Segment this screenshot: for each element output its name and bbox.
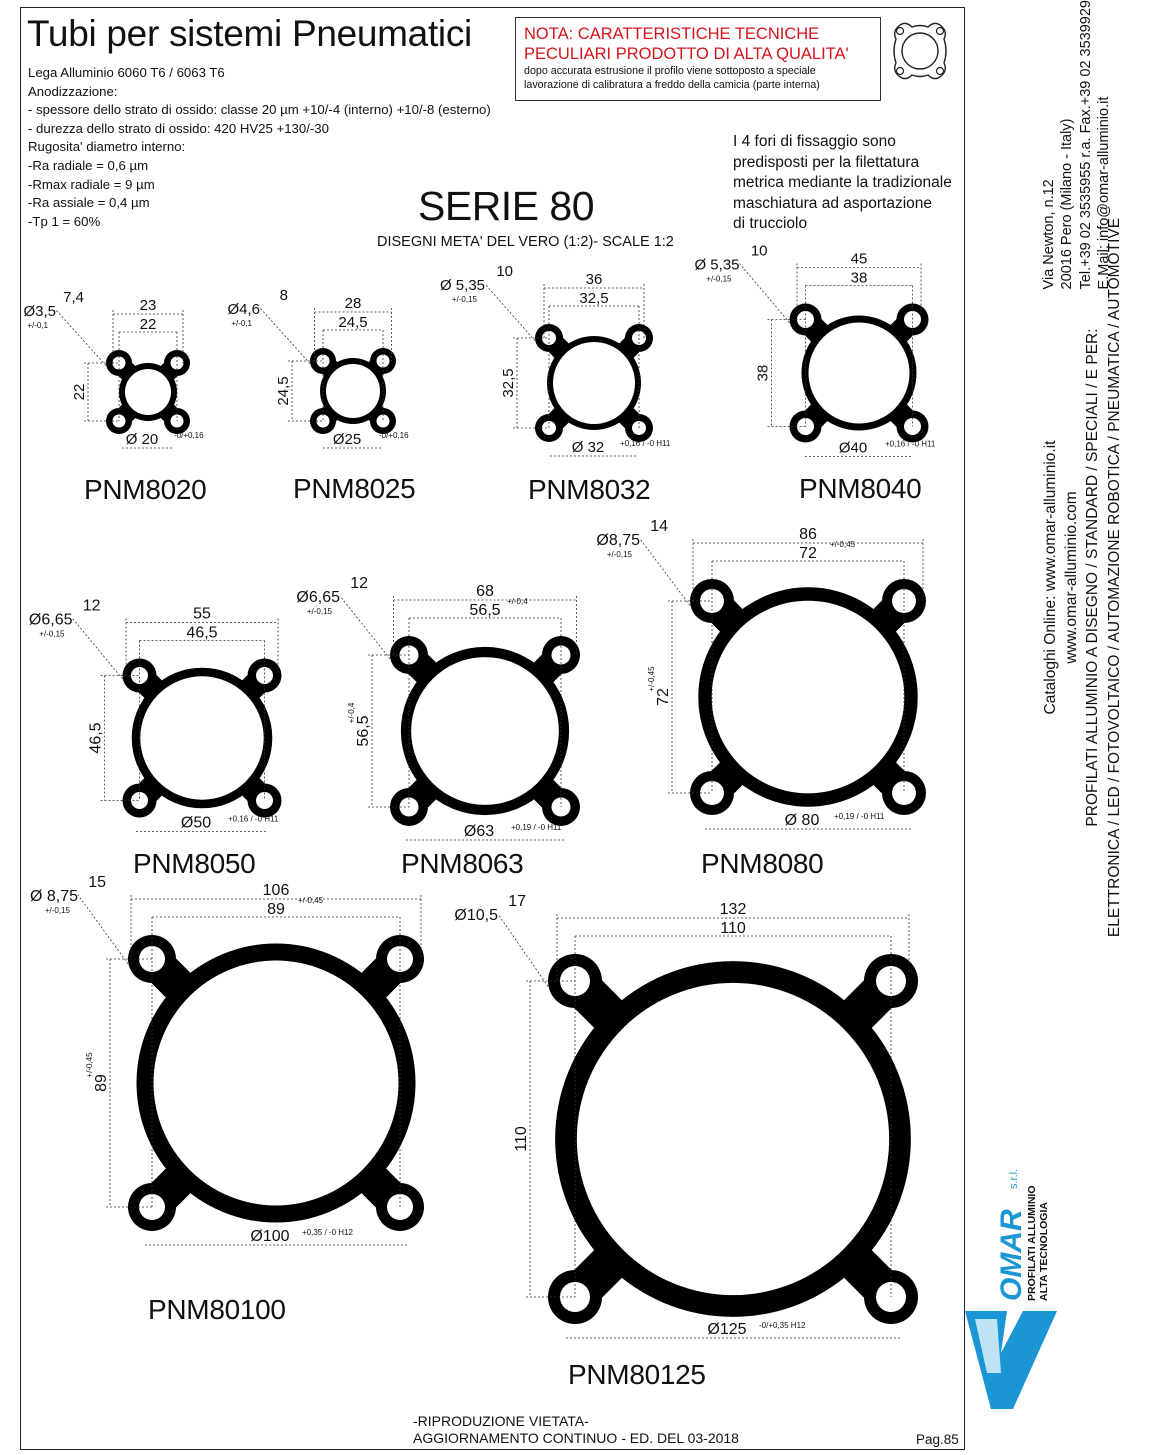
footer (413, 1413, 739, 1446)
note-body-line: lavorazione di calibratura a freddo della camicia (parte interna) (524, 78, 820, 91)
dimension-tolerance: +/-0,1 (231, 319, 252, 328)
fixing-hole (113, 357, 126, 370)
fixing-hole (700, 781, 724, 805)
dimension-ear: 17 (508, 893, 526, 910)
page-number: Pag.85 (916, 1432, 959, 1447)
dimension-pitch: 72 (799, 545, 817, 562)
logo-name: OMAR (995, 1209, 1028, 1301)
dimension-ear: 8 (279, 287, 288, 304)
fixing-note-line: di trucciolo (733, 215, 808, 232)
dimension-side: 22 (71, 383, 88, 401)
fixing-hole (317, 415, 330, 428)
spec-line: -Ra assiale = 0,4 µm (28, 195, 150, 211)
profile-drawing (296, 575, 580, 840)
dimension-ear: 10 (750, 242, 768, 260)
dimension-hole: Ø4,6 (227, 301, 260, 318)
fixing-note-line: metrica mediante la tradizionale (733, 174, 952, 191)
dimension-pitch: 46,5 (186, 624, 218, 642)
logo-tagline: PROFILATI ALLUMINIO (1026, 1185, 1038, 1301)
dimension-bore: Ø 80 (784, 812, 820, 829)
dimension-ear: 15 (88, 874, 106, 891)
tube-bore (326, 364, 380, 418)
dimension-bore: Ø50 (180, 814, 212, 832)
dimension-tolerance: -0/+0,35 H12 (759, 1321, 806, 1330)
dimension-hole: Ø6,65 (296, 589, 340, 606)
dimension-tolerance: +/-0,45 (647, 666, 656, 692)
dimension-tolerance: +0,35 / -0 H12 (302, 1228, 353, 1237)
profile-code: PNM8025 (293, 473, 416, 504)
dimension-pitch: 56,5 (469, 602, 501, 619)
dimension-hole: Ø 5,35 (694, 256, 740, 274)
note-body-line: dopo accurata estrusione il profilo viene sottoposto a speciale (524, 65, 816, 77)
dimension-side: 32,5 (500, 368, 517, 398)
address-line: 20016 Pero (Milano - Italy) (1059, 118, 1076, 290)
profile-code: PNM8032 (528, 474, 651, 505)
dimension-tolerance: -0/+0,16 (174, 431, 204, 440)
dimension-bore: Ø100 (250, 1228, 290, 1245)
fixing-note-line: I 4 fori di fissaggio sono (733, 133, 896, 150)
tube-bore (140, 676, 263, 799)
dimension-outer: 68 (476, 583, 494, 600)
dimension-tolerance: +0,16 / -0 H11 (228, 814, 279, 824)
phone-line: Tel.+39 02 3535955 r.a. Fax.+39 02 3539929 (1077, 0, 1094, 290)
dimension-tolerance: +/-0,4 (347, 702, 356, 724)
dimension-side: 38 (754, 364, 772, 382)
dimension-side: 72 (655, 688, 672, 706)
profile-code: PNM80125 (568, 1359, 706, 1390)
spec-line: -Tp 1 = 60% (28, 213, 101, 229)
dimension-tolerance: +/-0,15 (706, 274, 732, 284)
dimension-pitch: 32,5 (579, 290, 609, 307)
dimension-outer: 86 (799, 526, 817, 543)
tube-bore (154, 961, 399, 1206)
dimension-hole: Ø 8,75 (29, 888, 78, 905)
dimension-hole: Ø8,75 (596, 532, 640, 549)
profile-code: PNM8020 (84, 474, 207, 505)
dimension-tolerance: +/-0,15 (451, 295, 477, 304)
dimension-bore: Ø125 (707, 1321, 747, 1338)
profile-drawing (694, 243, 935, 457)
dimension-tolerance: +/-0,15 (306, 607, 332, 616)
fixing-note-line: maschiatura ad asportazione (733, 194, 933, 212)
dimension-outer: 55 (193, 605, 211, 623)
dimension-outer: 36 (585, 271, 603, 288)
profile-drawing (454, 893, 918, 1338)
dimension-outer: 28 (344, 295, 362, 312)
dimension-ear: 7,4 (63, 289, 84, 306)
dimension-tolerance: +/-0,15 (44, 906, 70, 915)
tube-bore (125, 369, 171, 415)
dimension-outer: 45 (850, 250, 868, 268)
dimension-pitch: 22 (139, 316, 157, 333)
dimension-tolerance: +/-0,4 (507, 597, 528, 606)
email-line: E.Mail: info@omar-alluminio.it (1095, 96, 1112, 290)
dimension-hole: Ø3,5 (23, 303, 56, 320)
omar-logo (961, 1033, 1061, 1413)
dimension-tolerance: +0,19 / -0 H11 (511, 823, 562, 832)
profile-drawing (29, 598, 282, 832)
page-title: Tubi per sistemi Pneumatici (27, 13, 472, 54)
profile-code: PNM8050 (133, 848, 256, 879)
fixing-hole (892, 781, 916, 805)
footer-line: AGGIORNAMENTO CONTINUO - ED. DEL 03-2018 (413, 1429, 739, 1446)
note-title-line: PECULIARI PRODOTTO DI ALTA QUALITA' (524, 45, 849, 63)
tube-bore (712, 601, 905, 794)
fixing-hole (317, 355, 330, 368)
dimension-outer: 106 (262, 882, 290, 899)
dimension-pitch: 110 (720, 920, 746, 937)
dimension-tolerance: +0,16 / -0 H11 (885, 439, 936, 449)
dimension-side: 46,5 (87, 722, 105, 754)
dimension-hole: Ø 5,35 (439, 277, 485, 294)
spec-line: - durezza dello strato di ossido: 420 HV25 +130/-30 (28, 120, 329, 136)
profile-drawing (440, 263, 671, 456)
dimension-bore: Ø 20 (125, 431, 159, 448)
dimension-bore: Ø 32 (571, 439, 605, 456)
fixing-hole (256, 792, 273, 809)
dimension-side: 89 (93, 1074, 110, 1092)
dimension-pitch: 89 (267, 901, 285, 918)
dimension-tolerance: -0/+0,16 (379, 431, 409, 440)
dimension-bore: Ø25 (332, 431, 362, 448)
spec-line: -Rmax radiale = 9 µm (28, 176, 155, 192)
contact-info (1040, 0, 1113, 289)
fixing-hole (377, 415, 390, 428)
spec-line: Anodizzazione: (28, 83, 118, 99)
logo-suffix: s.r.l. (1008, 1168, 1020, 1189)
dimension-ear: 12 (350, 575, 368, 592)
logo-tagline: ALTA TECNOLOGIA (1038, 1202, 1050, 1301)
spec-line: Lega Alluminio 6060 T6 / 6063 T6 (28, 65, 225, 80)
tube-bore (809, 323, 910, 424)
dimension-tolerance: +/-0,15 (606, 550, 632, 559)
dimension-outer: 132 (719, 901, 747, 918)
profile-code: PNM8040 (799, 473, 922, 504)
spec-line: - spessore dello strato di ossido: classe 20 µm +10/-4 (interno) +10/-8 (esterno) (28, 102, 491, 118)
tube-bore (553, 342, 635, 424)
dimension-tolerance: +0,16 / -0 H11 (620, 439, 671, 448)
dimension-hole: Ø10,5 (454, 907, 498, 924)
dimension-ear: 10 (496, 263, 513, 280)
dimension-bore: Ø40 (838, 439, 868, 457)
catalog-line: Cataloghi Online: www.omar-alluminio.it (1042, 440, 1059, 715)
address-line: Via Newton, n.12 (1041, 179, 1057, 290)
spec-line: -Ra radiale = 0,6 µm (28, 157, 149, 173)
dimension-tolerance: +/-0,1 (27, 321, 48, 330)
scale-note: DISEGNI META' DEL VERO (1:2)- SCALE 1:2 (377, 234, 674, 250)
fixing-hole (377, 355, 390, 368)
tube-bore (411, 657, 559, 805)
catalog-line: PROFILATI ALLUMINIO A DISEGNO / STANDARD / SPECIALI / E PER: (1084, 328, 1102, 827)
fixing-note-line: predisposti per la filettatura (733, 153, 920, 171)
profile-drawing (23, 289, 204, 448)
dimension-pitch: 38 (850, 269, 868, 287)
profile-drawing (227, 287, 409, 448)
company-sidebar (1040, 0, 1160, 1155)
dimension-tolerance: +/-0,45 (830, 540, 856, 549)
dimension-side: 110 (513, 1126, 530, 1152)
dimension-bore: Ø63 (463, 823, 495, 840)
dimension-hole: Ø6,65 (28, 611, 73, 629)
spec-line: Rugosita' diametro interno: (28, 139, 186, 155)
dimension-side: 24,5 (275, 376, 292, 406)
dimension-tolerance: +/-0,45 (298, 896, 324, 905)
dimension-side: 56,5 (355, 715, 372, 747)
profile-drawing (30, 874, 424, 1245)
fixing-hole (171, 357, 184, 370)
dimension-tolerance: +/-0,15 (39, 629, 65, 639)
profile-code: PNM8080 (701, 848, 824, 879)
footer-line: -RIPRODUZIONE VIETATA- (413, 1413, 589, 1429)
profile-code: PNM80100 (148, 1294, 286, 1325)
dimension-tolerance: +0,19 / -0 H11 (834, 812, 885, 821)
profile-drawing (596, 518, 926, 829)
dimension-pitch: 24,5 (338, 314, 368, 331)
catalog-line: www.omar-alluminio.com (1063, 491, 1081, 664)
dimension-ear: 14 (650, 518, 668, 535)
tube-bore (577, 983, 889, 1295)
catalog-line: ELETTRONICA / LED / FOTOVOLTAICO / AUTOMAZIONE ROBOTICA / PNEUMATICA / AUTOMOTIVE (1105, 217, 1123, 938)
dimension-outer: 23 (139, 297, 157, 314)
note-title-line: NOTA: CARATTERISTICHE TECNICHE (524, 25, 820, 43)
series-title: SERIE 80 (418, 183, 595, 229)
dimension-tolerance: +/-0,45 (85, 1052, 94, 1078)
dimension-ear: 12 (82, 597, 101, 615)
profile-code: PNM8063 (401, 848, 524, 879)
